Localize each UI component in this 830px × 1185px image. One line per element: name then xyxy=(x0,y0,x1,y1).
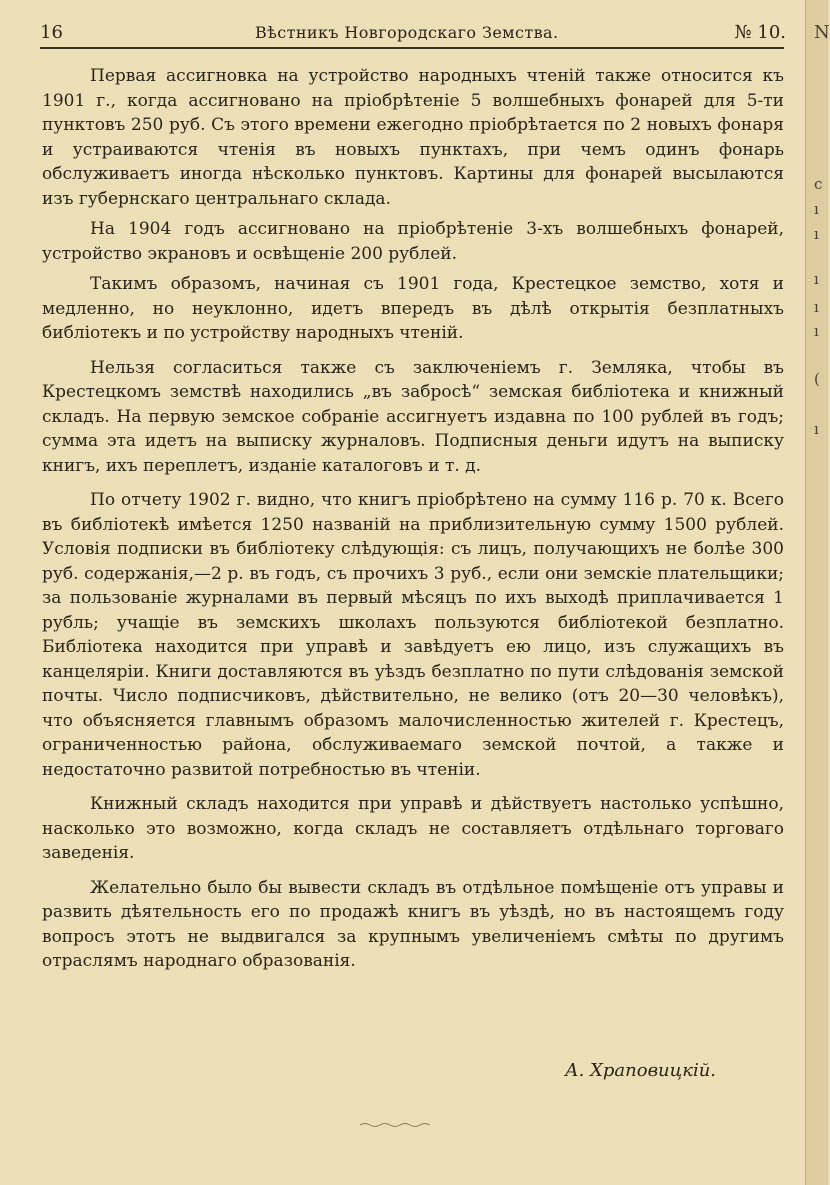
paragraph: По отчету 1902 г. видно, что книгъ пріобрѣтено на сумму 116 р. 70 к. Всего въ библіотекѣ имѣется 1250 названій на приблизительную сумму 1500 рублей. Условія подписки въ библіотеку слѣдующія: съ лицъ, получающихъ не болѣе 300 руб. содержанія,—2 р. въ годъ, съ прочихъ 3 руб., если они земскіе плательщики; за пользованіе журналами въ первый мѣсяцъ по ихъ выходѣ приплачивается 1 рубль; учащіе въ земскихъ школахъ пользуются библіотекой безплатно. Библіотека находится при управѣ и завѣдуетъ ею лицо, изъ служащихъ въ канцеляріи. Книги доставляются въ уѣздъ безплатно по пути слѣдованія земской почты. Число подписчиковъ, дѣйствительно, не велико (отъ 20—30 человѣкъ), что объясняется главнымъ образомъ малочисленностью жителей г. Крестецъ, ограниченностью района, обслуживаемаго земской почтой, а также и недостаточно развитой потребностью въ чтеніи. xyxy=(42,490,784,780)
author-signature: А. Храповицкій. xyxy=(565,1060,717,1081)
margin-fragment: ( xyxy=(814,370,820,388)
margin-fragment: N xyxy=(814,22,830,43)
margin-fragment: с xyxy=(814,175,823,193)
journal-title: Вѣстникъ Новгородскаго Земства. xyxy=(255,23,559,42)
margin-fragment: ı xyxy=(814,200,819,218)
margin-fragment: ı xyxy=(814,298,819,316)
page-number: 16 xyxy=(40,22,63,43)
paragraph: Первая ассигновка на устройство народныхъ чтеній также относится къ 1901 г., когда ассигновано на пріобрѣтеніе 5 волшебныхъ фонарей для 5-ти пунктовъ 250 руб. Съ этого времени ежегодно пріобрѣтается по 2 новыхъ фонаря и устраиваются чтенія въ новыхъ пунктахъ, при чемъ одинъ фонарь обслуживаетъ иногда нѣсколько пунктовъ. Картины для фонарей высылаются изъ губернскаго центральнаго склада. xyxy=(42,66,784,209)
paragraph: Такимъ образомъ, начиная съ 1901 года, Крестецкое земство, хотя и медленно, но неуклонно, идетъ впередъ въ дѣлѣ открытія безплатныхъ библіотекъ и по устройству народныхъ чтеній. xyxy=(42,274,784,343)
margin-fragment: ı xyxy=(814,270,819,288)
closing-ornament xyxy=(360,1122,430,1128)
margin-fragment: ı xyxy=(814,420,819,438)
margin-fragment: ı xyxy=(814,225,819,243)
paragraph: Книжный складъ находится при управѣ и дѣйствуетъ настолько успѣшно, насколько это возможно, когда складъ не составляетъ отдѣльнаго торговаго заведенія. xyxy=(42,794,784,863)
paragraph: На 1904 годъ ассигновано на пріобрѣтеніе 3-хъ волшебныхъ фонарей, устройство экрановъ и освѣщеніе 200 рублей. xyxy=(42,219,784,264)
header-rule xyxy=(40,47,784,49)
adjacent-page-edge xyxy=(805,0,828,1185)
paragraph: Нельзя согласиться также съ заключеніемъ г. Земляка, чтобы въ Крестецкомъ земствѣ находились „въ забросѣ“ земская библіотека и книжный складъ. На первую земское собраніе ассигнуетъ издавна по 100 рублей въ годъ; сумма эта идетъ на выписку журналовъ. Подписныя деньги идутъ на выписку книгъ, ихъ переплетъ, изданіе каталоговъ и т. д. xyxy=(42,357,784,476)
margin-fragment: ı xyxy=(814,322,819,340)
paragraph: Желательно было бы вывести складъ въ отдѣльное помѣщеніе отъ управы и развить дѣятельность его по продажѣ книгъ въ уѣздѣ, но въ настоящемъ году вопросъ этотъ не выдвигался за крупнымъ увеличеніемъ смѣты по другимъ отраслямъ народнаго образованія. xyxy=(42,877,784,971)
issue-number: № 10. xyxy=(734,22,786,43)
running-header xyxy=(40,20,786,48)
body-text xyxy=(42,64,784,980)
